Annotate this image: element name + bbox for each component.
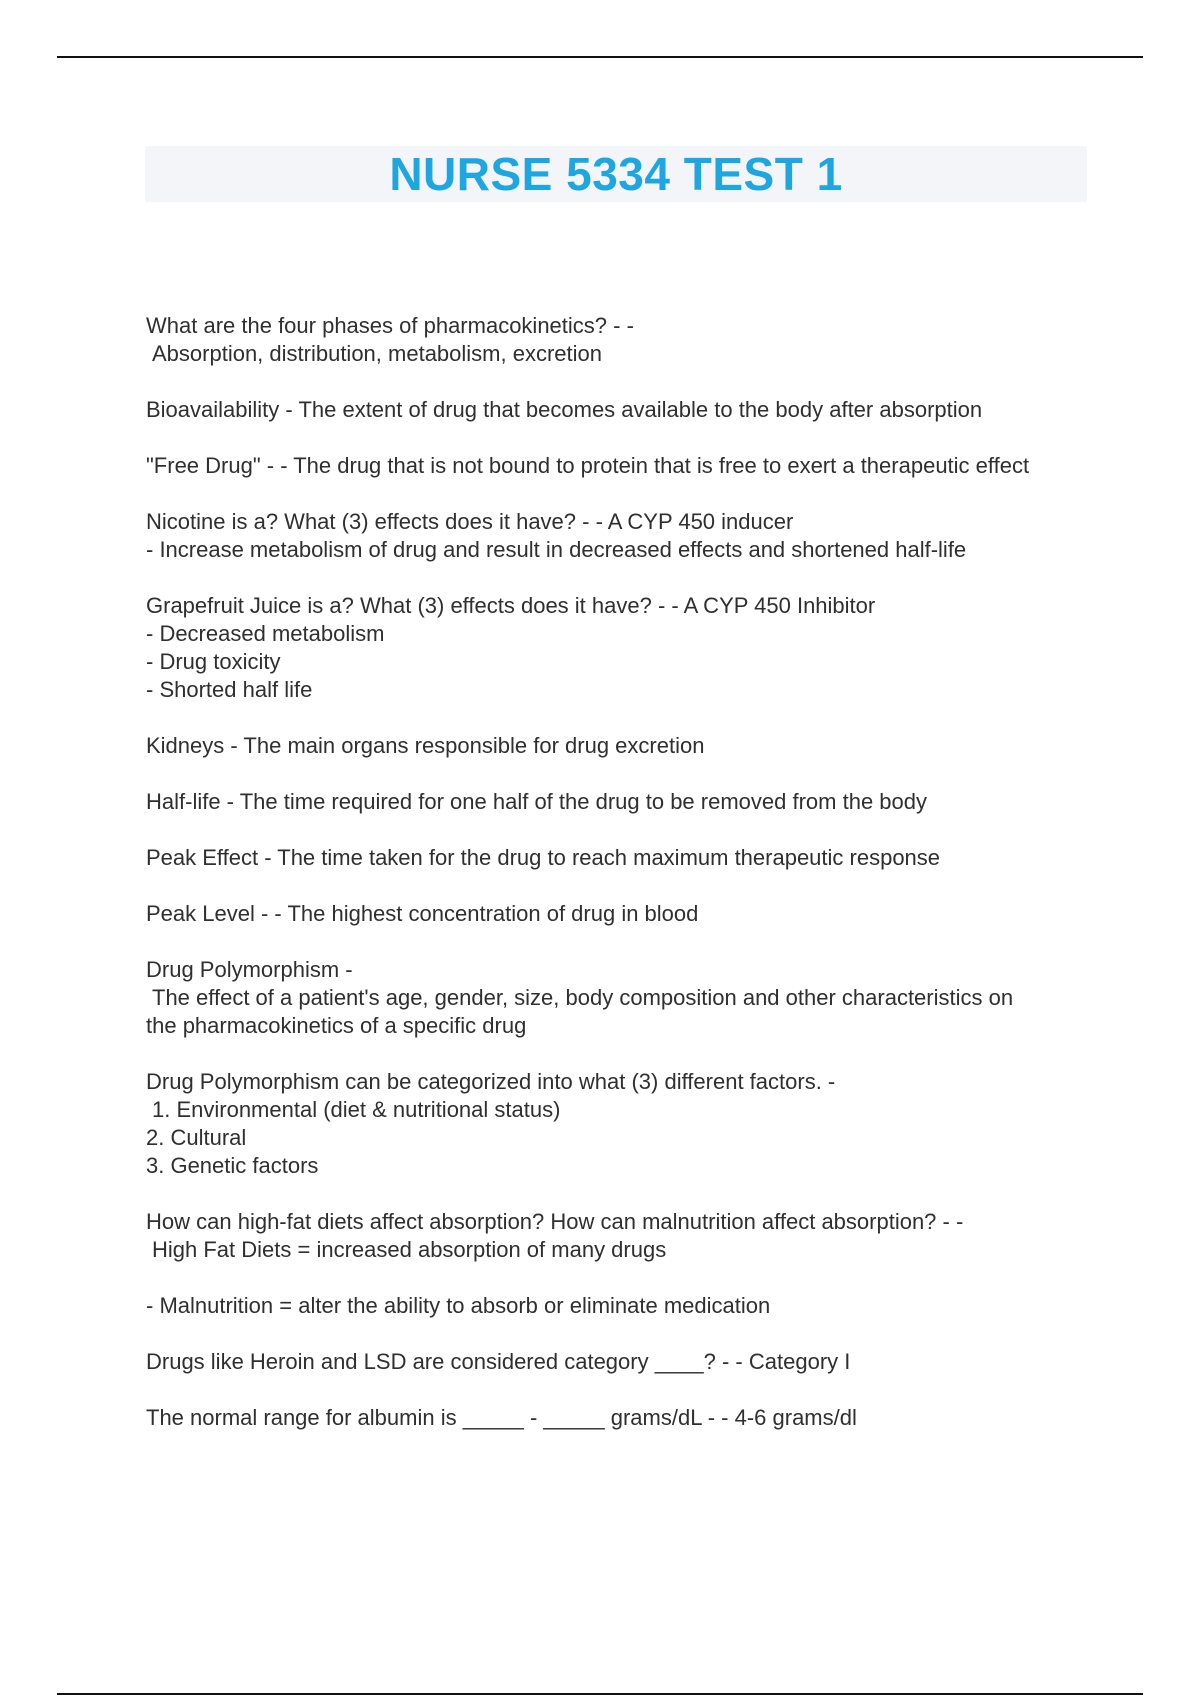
top-rule — [57, 56, 1143, 58]
entry-line: What are the four phases of pharmacokinetics? - - — [146, 313, 634, 338]
entry-line: 2. Cultural — [146, 1125, 247, 1150]
entry-line: The normal range for albumin is _____ - _____ grams/dL - - 4-6 grams/dl — [146, 1405, 857, 1430]
qa-entry — [146, 592, 1096, 704]
entry-line: - Increase metabolism of drug and result in decreased effects and shortened half-life — [146, 537, 967, 562]
entry-line: "Free Drug" - - The drug that is not bound to protein that is free to exert a therapeutic effect — [146, 453, 1030, 478]
entry-line: Peak Effect - The time taken for the drug to reach maximum therapeutic response — [146, 845, 941, 870]
entry-line: Nicotine is a? What (3) effects does it have? - - A CYP 450 inducer — [146, 509, 794, 534]
qa-entry — [146, 1208, 1096, 1264]
qa-entry — [146, 508, 1096, 564]
qa-entry — [146, 900, 1096, 928]
entry-line: - Drug toxicity — [146, 649, 281, 674]
entry-line: Half-life - The time required for one half of the drug to be removed from the body — [146, 789, 927, 814]
document-title: NURSE 5334 TEST 1 — [389, 148, 843, 200]
qa-entry — [146, 956, 1096, 1040]
entry-line: The effect of a patient's age, gender, size, body composition and other characteristics on — [152, 985, 1014, 1010]
qa-entry — [146, 1348, 1096, 1376]
qa-entry — [146, 452, 1096, 480]
entry-line: Peak Level - - The highest concentration of drug in blood — [146, 901, 699, 926]
entry-line: Drug Polymorphism - — [146, 957, 353, 982]
entry-line: Grapefruit Juice is a? What (3) effects does it have? - - A CYP 450 Inhibitor — [146, 593, 876, 618]
entry-line: Drugs like Heroin and LSD are considered category ____? - - Category I — [146, 1349, 851, 1374]
entry-line: the pharmacokinetics of a specific drug — [146, 1013, 527, 1038]
qa-entry — [146, 1068, 1096, 1180]
bottom-rule — [57, 1693, 1143, 1695]
question-list — [146, 312, 1096, 1460]
qa-entry — [146, 788, 1096, 816]
entry-line: - Shorted half life — [146, 677, 313, 702]
title-banner — [145, 146, 1087, 202]
entry-line: 1. Environmental (diet & nutritional status) — [152, 1097, 561, 1122]
entry-line: - Malnutrition = alter the ability to absorb or eliminate medication — [146, 1293, 771, 1318]
entry-line: Absorption, distribution, metabolism, excretion — [152, 341, 602, 366]
qa-entry — [146, 732, 1096, 760]
entry-line: High Fat Diets = increased absorption of many drugs — [152, 1237, 667, 1262]
entry-line: How can high-fat diets affect absorption? How can malnutrition affect absorption? - - — [146, 1209, 964, 1234]
qa-entry — [146, 312, 1096, 368]
entry-line: Bioavailability - The extent of drug that becomes available to the body after absorption — [146, 397, 983, 422]
qa-entry — [146, 1292, 1096, 1320]
qa-entry — [146, 396, 1096, 424]
entry-line: Kidneys - The main organs responsible for drug excretion — [146, 733, 705, 758]
entry-line: - Decreased metabolism — [146, 621, 385, 646]
entry-line: Drug Polymorphism can be categorized into what (3) different factors. - — [146, 1069, 836, 1094]
entry-line: 3. Genetic factors — [146, 1153, 319, 1178]
qa-entry — [146, 844, 1096, 872]
qa-entry — [146, 1404, 1096, 1432]
